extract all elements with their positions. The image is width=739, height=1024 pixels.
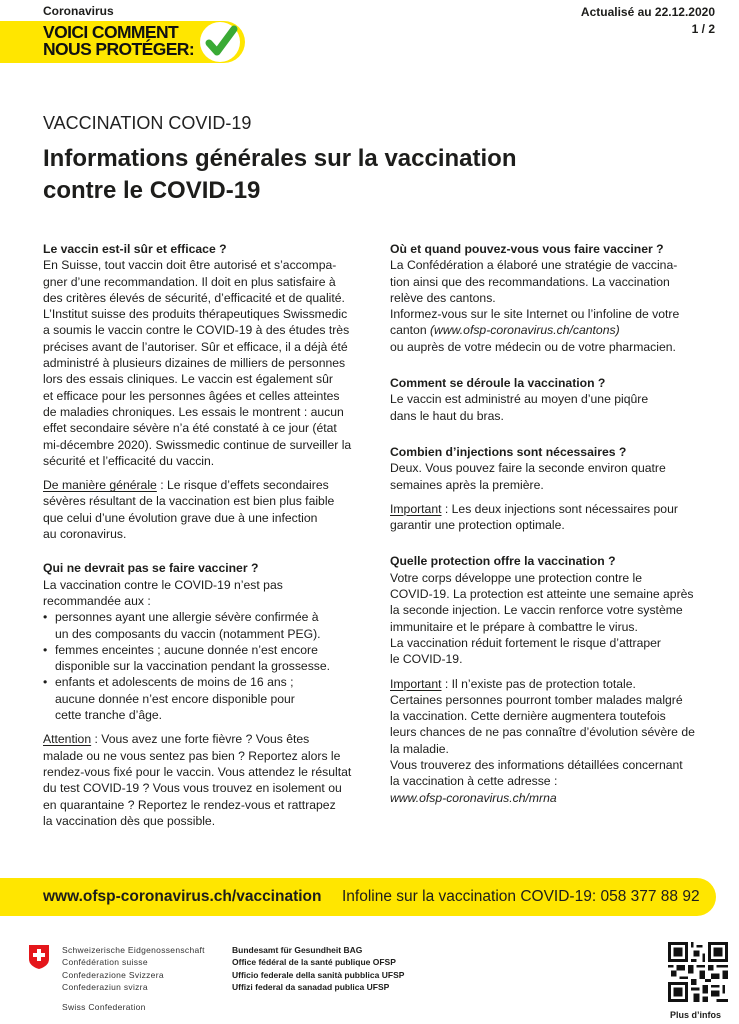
info-bar — [0, 878, 716, 916]
list-item: • personnes ayant une allergie sévère confirmée à un des composants du vaccin (notamment PEG). — [43, 609, 383, 642]
kicker: VACCINATION COVID-19 — [43, 113, 252, 133]
section-body: La vaccination contre le COVID-19 n’est pas recommandée aux : — [43, 577, 283, 608]
infoline-text: Infoline sur la vaccination COVID-19: 058 377 88 92 — [342, 888, 700, 905]
section-body — [390, 257, 730, 355]
section-where — [390, 241, 730, 355]
update-info — [581, 4, 715, 38]
note-label: Attention — [43, 732, 92, 747]
body-text: ou auprès de votre médecin ou de votre pharmacien. — [390, 339, 676, 354]
page-number: 1 / 2 — [691, 22, 715, 36]
note-label: Important — [390, 676, 442, 691]
updated-date: Actualisé au 22.12.2020 — [580, 5, 715, 19]
checkmark-icon — [200, 22, 240, 62]
section-heading: Quelle protection offre la vaccination ? — [390, 554, 616, 569]
confederation-names: Schweizerische Eidgenossenschaft Confédération suisse Confederazione Svizzera Confederaziun svizra — [62, 945, 205, 992]
list-item: • enfants et adolescents de moins de 16 ans ; aucune donnée n’est encore disponible pour cette tranche d’âge. — [43, 674, 383, 723]
campaign-banner — [0, 21, 245, 63]
page-title: Informations générales sur la vaccination contre le COVID-19 — [43, 145, 517, 204]
bullet-list — [43, 609, 383, 723]
section-heading: Qui ne devrait pas se faire vacciner ? — [43, 561, 259, 576]
note-label: Important — [390, 501, 442, 516]
topic-label: Coronavirus — [43, 4, 114, 18]
section-note — [43, 731, 383, 829]
section-note — [390, 501, 730, 534]
section-contraindications — [43, 560, 383, 829]
note-text: : Les deux injections sont nécessaires pour garantir une protection optimale. — [390, 501, 678, 533]
section-protection — [390, 553, 730, 805]
section-heading: Combien d’injections sont nécessaires ? — [390, 444, 627, 459]
section-heading: Comment se déroule la vaccination ? — [390, 376, 606, 391]
qr-label: Plus d’infos — [670, 1010, 722, 1020]
section-body: Deux. Vous pouvez faire la seconde environ quatre semaines après la première. — [390, 461, 666, 492]
body-text: La Confédération a élaboré une stratégie de vaccina- tion ainsi que des recommandations. La vaccination relève des cantons. Informez-vous sur le site Internet ou l’infoline de votre canton — [390, 258, 680, 338]
vaccination-url-link[interactable]: www.ofsp-coronavirus.ch/vaccination — [43, 888, 322, 905]
campaign-slogan: VOICI COMMENT NOUS PROTÉGER: — [43, 22, 195, 59]
section-how — [390, 375, 730, 424]
cantons-link[interactable]: (www.ofsp-coronavirus.ch/cantons) — [429, 323, 620, 338]
swiss-confederation: Swiss Confederation — [62, 1002, 146, 1012]
mrna-link[interactable]: www.ofsp-coronavirus.ch/mrna — [390, 790, 557, 805]
section-injections — [390, 444, 730, 533]
section-heading: Le vaccin est-il sûr et efficace ? — [43, 242, 227, 256]
section-body: Votre corps développe une protection contre le COVID-19. La protection est atteinte une semaine après la seconde injection. Le vaccin renforce votre système immunitaire et le prépare à combattre le virus. La vaccination réduit fortement le risque d’attraper le COVID-19. — [390, 570, 694, 667]
section-body: En Suisse, tout vaccin doit être autorisé et s’accompa- gner d’une recommandation. Il doit en plus satisfaire à des critères élevés de sécurité, d’efficacité et de qualité. L’Institut suisse des produits thérapeutiques Swissmedic a soumis le vaccin contre le COVID-19 à des études très précises avant de l’autoriser. Sûr et efficace, il a déjà été administré à plusieurs dizaines de milliers de personnes lors des essais cliniques. Le vaccin est également sûr et efficace pour les personnes âgées et celles atteintes de maladies chroniques. Les essais le montrent : aucun effet secondaire sévère n’a été constaté à ce jour (état mi-décembre 2020). Swissmedic continue de surveiller la sécurité et l’efficacité du vaccin. — [43, 258, 352, 468]
qr-code-icon[interactable] — [668, 942, 728, 1002]
section-safety — [43, 241, 383, 542]
note-label: De manière générale — [43, 478, 157, 493]
list-item: • femmes enceintes ; aucune donnée n’est encore disponible sur la vaccination pendant la grossesse. — [43, 642, 383, 675]
right-column — [390, 241, 730, 822]
swiss-coat-of-arms-icon — [29, 945, 49, 969]
section-heading: Où et quand pouvez-vous vous faire vacciner ? — [390, 242, 664, 256]
note-text: : Le risque d’effets secondaires sévères résultant de la vaccination est bien plus faible que celui d’une évolution grave due à une infection au coronavirus. — [43, 478, 335, 542]
section-note — [43, 477, 383, 542]
section-note — [390, 676, 730, 806]
office-names: Bundesamt für Gesundheit BAG Office fédéral de la santé publique OFSP Ufficio federale della sanità pubblica UFSP Uffizi federal da sanadad publica UFSP — [232, 945, 405, 992]
section-body: Le vaccin est administré au moyen d’une piqûre dans le haut du bras. — [390, 392, 649, 423]
note-text: : Il n’existe pas de protection totale. Certaines personnes pourront tomber malades malgré la vaccination. Cette dernière augmentera toutefois leurs chances de ne pas connaître d’évolution sévère de la maladie. Vous trouverez des informations détaillées concernant la vaccination à cette adresse : — [390, 676, 695, 789]
left-column — [43, 241, 383, 845]
note-text: : Vous avez une forte fièvre ? Vous êtes malade ou ne vous sentez pas bien ? Reportez alors le rendez-vous fixé pour le vaccin. Vous attendez le résultat du test COVID-19 ? Vous vous trouvez en isolement ou en quarantaine ? Reportez le rendez-vous et rattrapez la vaccination dès que possible. — [43, 732, 352, 828]
